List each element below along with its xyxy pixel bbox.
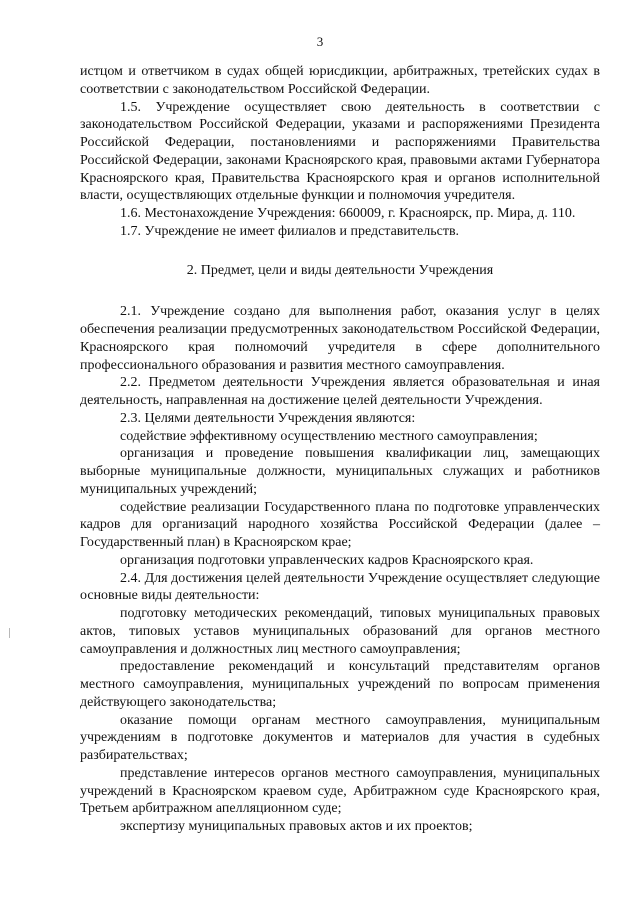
paragraph-1-6: 1.6. Местонахождение Учреждения: 660009, г. Красноярск, пр. Мира, д. 110.: [120, 206, 576, 221]
paragraph-2-2: 2.2. Предметом деятельности Учреждения является образовательная и иная деятельность, направленная на достижение целей деятельности Учреждения.: [80, 375, 600, 408]
margin-mark: [9, 628, 10, 638]
goal-item: организация и проведение повышения квалификации лиц, замещающих выборные муниципальные должности, муниципальных служащих и работников муниципальных учреждений;: [80, 446, 600, 497]
activity-item: представление интересов органов местного самоуправления, муниципальных учреждений в Красноярском краевом суде, Арбитражном суде Красноярского края, Третьем арбитражном апелляционном суде;: [80, 765, 600, 817]
paragraph-2-1: 2.1. Учреждение создано для выполнения работ, оказания услуг в целях обеспечения реализации предусмотренных законодательством Российской Федерации, Красноярского края полномочий учредителя в сфере дополнительного профессионального образования и развития местного самоуправления.: [80, 304, 600, 373]
activity-item: подготовку методических рекомендаций, типовых муниципальных правовых актов, типовых уставов муниципальных образований для органов местного самоуправления и должностных лиц местного самоуправления;: [80, 606, 600, 657]
paragraph-1-7: 1.7. Учреждение не имеет филиалов и представительств.: [120, 223, 460, 239]
goal-item: содействие реализации Государственного плана по подготовке управленческих кадров для организаций народного хозяйства Российской Федерации (далее – Государственный план) в Красноярском крае;: [80, 499, 600, 550]
document-body: [80, 63, 600, 836]
paragraph-continuation: истцом и ответчиком в судах общей юрисдикции, арбитражных, третейских судах в соответствии с законодательством Российской Федерации.: [80, 64, 600, 97]
activity-item: предоставление рекомендаций и консультаций представителям органов местного самоуправления, муниципальных учреждений по вопросам применения действующего законодательства;: [80, 659, 600, 710]
goal-item: содействие эффективному осуществлению местного самоуправления;: [120, 428, 538, 444]
section-heading: 2. Предмет, цели и виды деятельности Учреждения: [186, 262, 494, 278]
paragraph-2-3: 2.3. Целями деятельности Учреждения являются:: [120, 410, 416, 426]
goal-item: организация подготовки управленческих кадров Красноярского края.: [120, 552, 534, 568]
page-number: 3: [316, 34, 324, 49]
paragraph-2-4: 2.4. Для достижения целей деятельности Учреждение осуществляет следующие основные виды деятельности:: [80, 570, 600, 604]
paragraph-1-5: 1.5. Учреждение осуществляет свою деятельность в соответствии с законодательством Российской Федерации, указами и распоряжениями Президента Российской Федерации, постановлениями и распоряжениями Правительства Российской Федерации, законами Красноярского края, правовыми актами Губернатора Красноярского края, Правительства Красноярского края и органов исполнительной власти, осуществляющих отдельные функции и полномочия учредителя.: [80, 99, 600, 204]
activity-item: экспертизу муниципальных правовых актов и их проектов;: [120, 819, 473, 834]
activity-item: оказание помощи органам местного самоуправления, муниципальным учреждениям в подготовке документов и материалов для участия в судебных разбирательствах;: [80, 712, 600, 763]
